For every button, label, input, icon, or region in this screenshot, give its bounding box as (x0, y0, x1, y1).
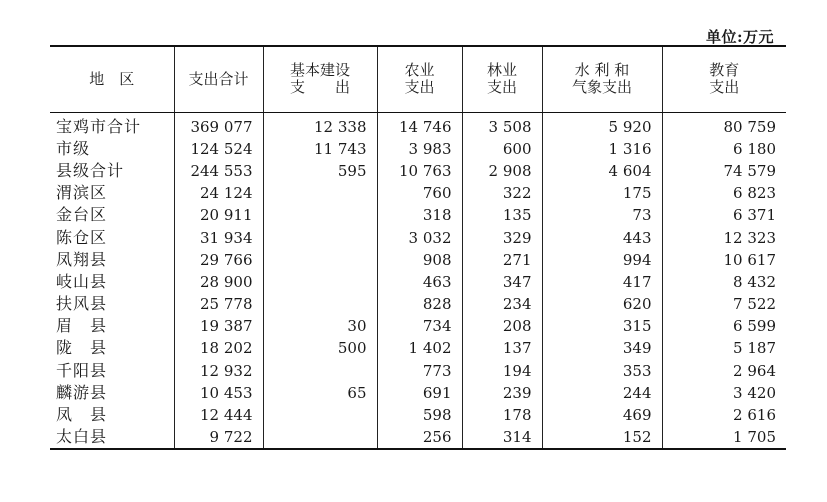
expenditure-table-container (50, 45, 786, 450)
cell-region: 太白县 (50, 426, 174, 449)
header-total: 支出合计 (174, 46, 263, 112)
cell-water-meteorology: 353 (542, 360, 662, 382)
cell-forestry: 314 (462, 426, 542, 449)
table-row (50, 204, 786, 226)
cell-region: 陈仓区 (56, 227, 108, 247)
cell-capital (263, 182, 377, 204)
table-row (50, 293, 786, 315)
cell-water-meteorology: 175 (542, 182, 662, 204)
cell-forestry: 239 (462, 382, 542, 404)
header-forestry: 林业 支出 (462, 46, 542, 112)
cell-agriculture: 3 983 (377, 138, 462, 160)
cell-forestry: 178 (462, 404, 542, 426)
cell-education: 6 823 (662, 182, 786, 204)
cell-forestry: 137 (462, 337, 542, 359)
cell-water-meteorology: 994 (542, 249, 662, 271)
cell-water-meteorology: 152 (542, 426, 662, 449)
header-agriculture: 农业 支出 (377, 46, 462, 112)
cell-agriculture: 256 (377, 426, 462, 449)
cell-total: 24 124 (174, 182, 263, 204)
cell-forestry: 208 (462, 315, 542, 337)
cell-region: 岐山县 (56, 271, 108, 291)
cell-capital (263, 271, 377, 293)
table-body (50, 112, 786, 449)
cell-water-meteorology: 4 604 (542, 160, 662, 182)
cell-region: 眉 县 (56, 316, 108, 336)
table-row (50, 226, 786, 248)
cell-total: 20 911 (174, 204, 263, 226)
cell-agriculture: 598 (377, 404, 462, 426)
unit-label: 单位:万元 (706, 28, 775, 46)
table-row (50, 271, 786, 293)
cell-region: 宝鸡市合计 (56, 116, 142, 136)
cell-education: 3 420 (662, 382, 786, 404)
cell-region: 陇 县 (56, 338, 108, 358)
cell-total: 25 778 (174, 293, 263, 315)
cell-forestry: 322 (462, 182, 542, 204)
cell-total: 124 524 (174, 138, 263, 160)
cell-region: 扶风县 (56, 294, 108, 314)
cell-total: 18 202 (174, 337, 263, 359)
header-water-meteorology: 水 利 和 气象支出 (542, 46, 662, 112)
cell-total: 12 444 (174, 404, 263, 426)
cell-agriculture: 10 763 (377, 160, 462, 182)
cell-education: 1 705 (662, 426, 786, 449)
cell-water-meteorology: 469 (542, 404, 662, 426)
header-row (50, 46, 786, 112)
cell-total: 9 722 (174, 426, 263, 449)
cell-capital: 595 (263, 160, 377, 182)
cell-forestry: 329 (462, 226, 542, 248)
cell-capital: 11 743 (263, 138, 377, 160)
cell-capital (263, 293, 377, 315)
cell-capital (263, 204, 377, 226)
cell-capital: 65 (263, 382, 377, 404)
cell-forestry: 234 (462, 293, 542, 315)
cell-agriculture: 318 (377, 204, 462, 226)
cell-region: 凤翔县 (56, 249, 108, 269)
header-capital: 基本建设 支 出 (263, 46, 377, 112)
table-row (50, 138, 786, 160)
cell-education: 6 371 (662, 204, 786, 226)
cell-total: 12 932 (174, 360, 263, 382)
cell-water-meteorology: 315 (542, 315, 662, 337)
cell-forestry: 3 508 (462, 112, 542, 138)
cell-forestry: 271 (462, 249, 542, 271)
cell-agriculture: 828 (377, 293, 462, 315)
cell-capital (263, 426, 377, 449)
cell-forestry: 194 (462, 360, 542, 382)
table-row (50, 426, 786, 449)
table-row (50, 404, 786, 426)
cell-water-meteorology: 1 316 (542, 138, 662, 160)
cell-education: 8 432 (662, 271, 786, 293)
cell-total: 244 553 (174, 160, 263, 182)
cell-capital: 12 338 (263, 112, 377, 138)
table-row (50, 112, 786, 138)
cell-region: 千阳县 (56, 360, 108, 380)
cell-water-meteorology: 244 (542, 382, 662, 404)
cell-water-meteorology: 620 (542, 293, 662, 315)
cell-forestry: 600 (462, 138, 542, 160)
cell-education: 2 616 (662, 404, 786, 426)
header-education: 教育 支出 (662, 46, 786, 112)
cell-water-meteorology: 73 (542, 204, 662, 226)
cell-education: 7 522 (662, 293, 786, 315)
expenditure-table (50, 45, 786, 450)
cell-agriculture: 773 (377, 360, 462, 382)
cell-education: 6 599 (662, 315, 786, 337)
cell-education: 12 323 (662, 226, 786, 248)
cell-water-meteorology: 417 (542, 271, 662, 293)
cell-water-meteorology: 443 (542, 226, 662, 248)
cell-education: 74 579 (662, 160, 786, 182)
cell-education: 10 617 (662, 249, 786, 271)
table-header (50, 46, 786, 112)
table-row (50, 182, 786, 204)
cell-total: 19 387 (174, 315, 263, 337)
cell-region: 麟游县 (56, 382, 108, 402)
cell-agriculture: 734 (377, 315, 462, 337)
cell-capital: 500 (263, 337, 377, 359)
header-region: 地 区 (50, 46, 174, 112)
cell-total: 369 077 (174, 112, 263, 138)
cell-water-meteorology: 349 (542, 337, 662, 359)
cell-capital (263, 404, 377, 426)
cell-total: 28 900 (174, 271, 263, 293)
cell-education: 2 964 (662, 360, 786, 382)
cell-capital (263, 226, 377, 248)
cell-capital (263, 360, 377, 382)
cell-education: 5 187 (662, 337, 786, 359)
cell-agriculture: 14 746 (377, 112, 462, 138)
cell-agriculture: 760 (377, 182, 462, 204)
cell-water-meteorology: 5 920 (542, 112, 662, 138)
cell-total: 31 934 (174, 226, 263, 248)
cell-capital (263, 249, 377, 271)
cell-forestry: 347 (462, 271, 542, 293)
cell-region: 凤 县 (56, 405, 108, 425)
cell-agriculture: 1 402 (377, 337, 462, 359)
cell-agriculture: 3 032 (377, 226, 462, 248)
cell-agriculture: 908 (377, 249, 462, 271)
table-row (50, 315, 786, 337)
table-row (50, 249, 786, 271)
table-row (50, 337, 786, 359)
cell-total: 29 766 (174, 249, 263, 271)
cell-education: 80 759 (662, 112, 786, 138)
table-row (50, 360, 786, 382)
cell-region: 渭滨区 (56, 183, 108, 203)
table-row (50, 382, 786, 404)
cell-education: 6 180 (662, 138, 786, 160)
cell-region: 市级 (56, 138, 91, 158)
cell-region: 县级合计 (56, 160, 125, 180)
cell-forestry: 135 (462, 204, 542, 226)
cell-capital: 30 (263, 315, 377, 337)
cell-region: 金台区 (56, 205, 108, 225)
cell-agriculture: 691 (377, 382, 462, 404)
cell-total: 10 453 (174, 382, 263, 404)
cell-agriculture: 463 (377, 271, 462, 293)
cell-forestry: 2 908 (462, 160, 542, 182)
table-row (50, 160, 786, 182)
